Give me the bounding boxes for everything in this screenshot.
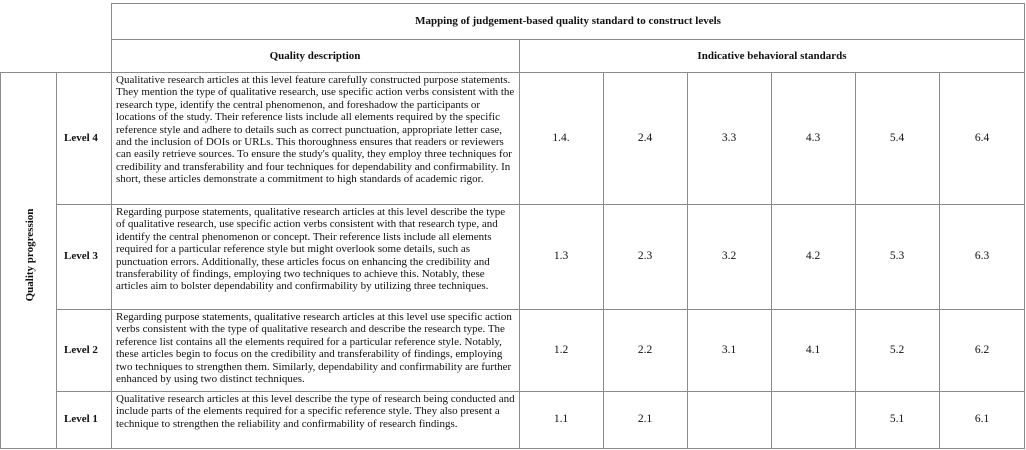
grid-line bbox=[603, 72, 604, 449]
grid-line bbox=[519, 39, 520, 449]
standard-cell: 1.2 bbox=[553, 344, 569, 356]
standard-cell: 6.1 bbox=[974, 413, 990, 425]
grid-line bbox=[56, 309, 1025, 310]
level-label: Level 4 bbox=[64, 132, 98, 144]
standard-cell: 3.3 bbox=[721, 132, 737, 144]
grid-line bbox=[111, 39, 1025, 40]
standard-cell: 5.2 bbox=[889, 344, 905, 356]
standard-cell: 1.4. bbox=[552, 132, 570, 144]
standard-cell: 2.1 bbox=[637, 413, 653, 425]
standard-cell: 6.4 bbox=[974, 132, 990, 144]
standard-cell: 6.2 bbox=[974, 344, 990, 356]
grid-line bbox=[111, 3, 1025, 4]
table-top-header: Mapping of judgement-based quality standard to construct levels bbox=[415, 15, 721, 27]
grid-line bbox=[771, 72, 772, 449]
quality-description: Qualitative research articles at this level feature carefully constructed purpose statements. They mention the type of qualitative research, use specific action verbs consistent with the research type, identify the central phenomenon, and foreshadow the participants or locations of the study. Their reference lists include all elements required by the specific reference style and adhere to details such as correct punctuation, appropriate letter case, and the inclusion of DOIs or URLs. This thoroughness ensures that readers or reviewers can easily retrieve sources. To ensure the study's quality, they employ three techniques for credibility and transferability and four techniques for dependability and confirmability. In short, these articles demonstrate a commitment to high standards of academic rigor. bbox=[116, 74, 515, 186]
grid-line bbox=[56, 204, 1025, 205]
standard-cell: 4.2 bbox=[805, 250, 821, 262]
grid-line bbox=[0, 72, 1025, 73]
standard-cell: 1.3 bbox=[553, 250, 569, 262]
standard-cell: 3.1 bbox=[721, 344, 737, 356]
grid-line bbox=[56, 72, 57, 449]
row-group-label: Quality progression bbox=[24, 208, 36, 302]
column-header-quality-description: Quality description bbox=[269, 50, 361, 62]
standard-cell: 5.3 bbox=[889, 250, 905, 262]
standard-cell: 4.3 bbox=[805, 132, 821, 144]
standard-cell: 2.2 bbox=[637, 344, 653, 356]
standard-cell: 1.1 bbox=[553, 413, 569, 425]
standard-cell: 4.1 bbox=[805, 344, 821, 356]
quality-description: Qualitative research articles at this level describe the type of research being conducted and include parts of the elements required for a specific reference style. They also present a technique to strengthen the reliability and confirmability of research findings. bbox=[116, 393, 515, 430]
grid-line bbox=[0, 448, 1025, 449]
level-label: Level 3 bbox=[64, 250, 98, 262]
grid-line bbox=[939, 72, 940, 449]
standard-cell: 3.2 bbox=[721, 250, 737, 262]
standard-cell: 2.3 bbox=[637, 250, 653, 262]
quality-description: Regarding purpose statements, qualitative research articles at this level use specific action verbs consistent with the type of qualitative research and describe the research type. The reference list contains all the elements required for a particular reference style. Notably, these articles begin to focus on the credibility and transferability of findings, employing two techniques to strengthen them. Similarly, dependability and confirmability are further enhanced by using two distinct techniques. bbox=[116, 311, 512, 386]
grid-line bbox=[687, 72, 688, 449]
standard-cell: 5.1 bbox=[889, 413, 905, 425]
grid-line bbox=[56, 391, 1025, 392]
standard-cell: 5.4 bbox=[889, 132, 905, 144]
grid-line bbox=[1024, 3, 1025, 449]
level-label: Level 1 bbox=[64, 413, 98, 425]
grid-line bbox=[0, 72, 1, 449]
grid-line bbox=[855, 72, 856, 449]
column-header-indicative-standards: Indicative behavioral standards bbox=[697, 50, 847, 62]
grid-line bbox=[111, 3, 112, 449]
level-label: Level 2 bbox=[64, 344, 98, 356]
quality-description: Regarding purpose statements, qualitative research articles at this level describe the type of qualitative research, use specific action verbs consistent with that research type, and identify the central phenomenon or concept. Their reference lists include all elements required for a particular reference style but might overlook some details, such as punctuation errors. Additionally, these articles focus on enhancing the credibility and transferability of findings, employing two techniques to achieve this. Notably, these articles aim to bolster dependability and confirmability by utilizing three techniques. bbox=[116, 206, 506, 293]
standard-cell: 2.4 bbox=[637, 132, 653, 144]
standard-cell: 6.3 bbox=[974, 250, 990, 262]
